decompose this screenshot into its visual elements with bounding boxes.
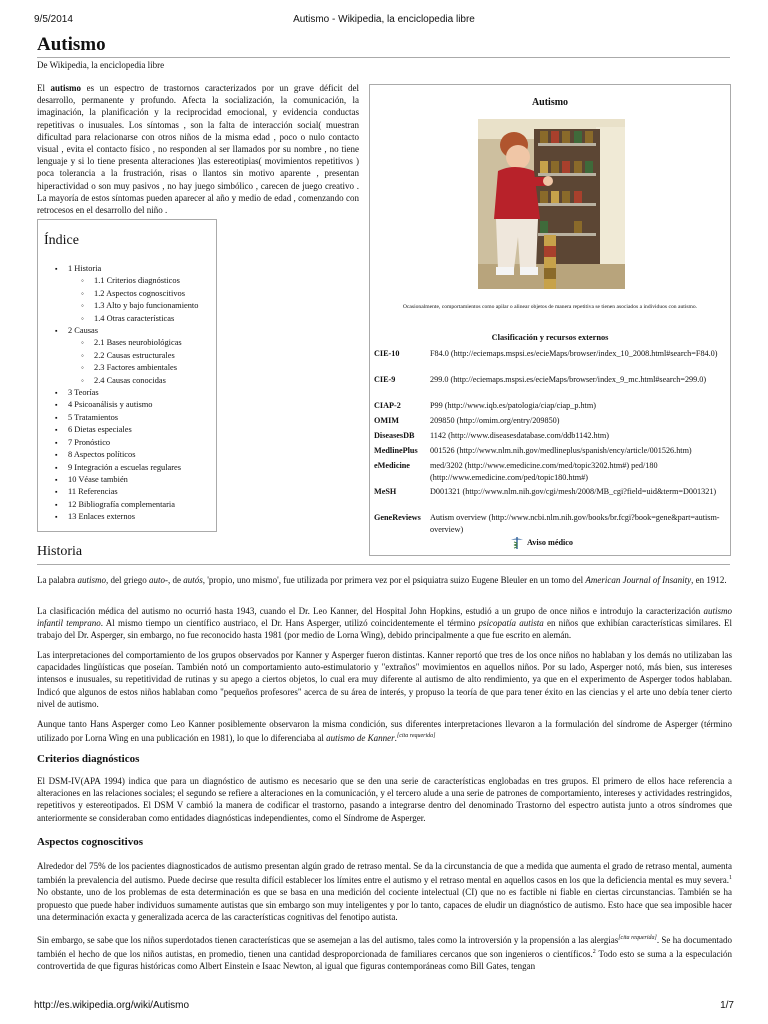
aspectos-paragraph-1: Alrededor del 75% de los pacientes diagnosticados de autismo presentan algún grado de retraso mental. Se da la circunstancia de que a medida que aumenta el grado de retraso mental, aumenta también la prevalencia del autismo. Puede decirse que resulta difícil establecer los límites entre el autismo y el retraso mental en aquellos casos en los que la deficiencia mental es muy severa.$^1$ No obstante, uno de los problemas de esta determinación es que se basa en una medición del cociente intelectual (CI) que no es factible ni fiable en ciertas circunstancias. También se ha propuesto que puede haber individuos sumamente autistas que sin embargo son muy inteligentes y por lo tanto, capaces de eludir un diagnóstico de autismo. Esto hace que sea imposible hacer una determinación exacta y generalizada acerca de las características cognitivas del fenotipo autista. — [37, 861, 732, 922]
toc-item[interactable]: ◦ 2.1 Bases neurobiológicas — [68, 337, 198, 349]
toc-list — [68, 263, 198, 524]
infobox-section-title: Clasificación y recursos externos — [491, 333, 609, 342]
toc-item[interactable]: ▪ 6 Dietas especiales — [68, 424, 198, 436]
autismo-bold: autismo — [50, 83, 82, 93]
toc-item[interactable]: ▪ 9 Integración a escuelas regulares — [68, 462, 198, 474]
print-date: 9/5/2014 — [34, 14, 73, 25]
title-divider — [37, 57, 730, 58]
toc-item[interactable]: ◦ 2.4 Causas conocidas — [68, 375, 198, 387]
page-number: 1/7 — [720, 1000, 734, 1011]
infobox-caption: Ocasionalmente, comportamientos como apilar o alinear objetos de manera repetitiva se tienen asociados a individuos con autismo. — [402, 304, 698, 310]
toc-item[interactable]: ▪ 8 Aspectos políticos — [68, 449, 198, 461]
print-title: Autismo - Wikipedia, la enciclopedia libre — [293, 14, 475, 25]
infobox-row-omim: OMIM 209850 (http://omim.org/entry/209850) — [374, 416, 560, 425]
heading-aspectos-cognoscitivos: Aspectos cognoscitivos — [37, 836, 144, 848]
historia-paragraph-3: Las interpretaciones del comportamiento de los grupos observados por Kanner y Asperger fueron distintas. Kanner reportó que tres de los once niños no hablaban y los demás no utilizaban las capacidades lingüísticas que poseían. También notó un comportamiento auto-estimulatorio y "extraños" movimientos en aquellos niños. Por su lado, Asperger notó, más bien, sus intereses intensos e inusuales, su repetitividad de rutinas y su apego a ciertos objetos, lo cual era muy diferente al autismo de alto rendimiento, ya que en el experimento de Asperger todos hablaban. Indicó que algunos de estos niños hablaban como "pequeños profesores" acerca de su área de interés, y propuso la teoría de que para tener éxito en las ciencias y el arte uno debía tener cierto nivel de autismo. — [37, 650, 732, 709]
infobox-row-ciap2: CIAP-2 P99 (http://www.iqb.es/patologia/ciap/ciap_p.htm) — [374, 401, 596, 410]
reference-2[interactable]: 2 — [592, 949, 596, 956]
infobox-row-medlineplus: MedlinePlus 001526 (http://www.nlm.nih.gov/medlineplus/spanish/ency/article/001526.htm) — [374, 446, 692, 455]
page-title: Autismo — [37, 34, 106, 55]
toc-item[interactable]: ◦ 1.3 Alto y bajo funcionamiento — [68, 300, 198, 312]
toc-item[interactable]: ◦ 1.2 Aspectos cognoscitivos — [68, 288, 198, 300]
infobox-row-emedicine: eMedicine med/3202 (http://www.emedicine.com/med/topic3202.htm#) ped/180 (http://www.emedicine.com/ped/topic180.htm#) — [374, 461, 658, 482]
infobox-title: Autismo — [531, 97, 569, 108]
toc-title: Índice — [44, 233, 79, 248]
toc-item[interactable]: ▪ 10 Véase también — [68, 474, 198, 486]
print-footer — [28, 1000, 740, 1014]
citation-needed[interactable]: [cita requerida] — [396, 733, 436, 740]
toc-item[interactable]: ◦ 2.2 Causas estructurales — [68, 350, 198, 362]
toc-item[interactable]: ▪ 3 Teorías — [68, 387, 198, 399]
heading-divider — [37, 564, 730, 565]
reference-1[interactable]: 1 — [729, 875, 732, 882]
toc-item[interactable]: ◦ 1.4 Otras características — [68, 313, 198, 325]
toc-item[interactable]: ▪ 13 Enlaces externos — [68, 511, 198, 523]
toc-item[interactable]: ▪ 7 Pronóstico — [68, 437, 198, 449]
intro-paragraph: El autismo es un espectro de trastornos caracterizados por un grave déficit del desarrollo, permanente y profundo. Afecta la socialización, la comunicación, la imaginación, la planificación y la reciprocidad emocional, y evidencia conductas repetitivas o inusuales. Los síntomas , son la falta de interacción social( muestran dificultad para relacionarse con otros niños de la misma edad , poco o nulo contacto visual , evita el contacto físico , no responden al ser llamados por su nombre , no tiene lenguaje y si lo tiene presenta alteraciones )las estereotipias( movimientos repetitivos ) poca tolerancia a la frustración, risas o llantos sin motivo aparente , presentan hiperactividad o son muy pasivos , no hay juego simbólico , carecen de juego creativo . La mayoría de estos síntomas pueden aparecer al año y medio de edad , comenzando con retrocesos en el desarrollo del niño . — [37, 83, 359, 216]
criterios-paragraph: El DSM-IV(APA 1994) indica que para un diagnóstico de autismo es necesario que se den una serie de características englobadas en tres grupos. El primero de ellos hace referencia a alteraciones en las relaciones sociales; el segundo se refiere a alteraciones en la comunicación, y el tercero alude a una serie de patrones de comportamiento, intereses y actividades restringidos, repetitivos y estereotipados. El DSM V cambió la manera de codificar el trastorno, pasando a integrarse dentro del denominado Trastorno del espectro autista junto a otros síndromes que anteriormente se consideraban como entidades diagnósticas independientes, como el Síndrome de Asperger. — [37, 776, 732, 823]
toc-item[interactable]: ▪ 12 Bibliografía complementaria — [68, 499, 198, 511]
toc-item[interactable]: ◦ 2.3 Factores ambientales — [68, 362, 198, 374]
citation-needed[interactable]: [cita requerida] — [618, 935, 657, 941]
historia-paragraph-1: La palabra autismo, del griego auto-, de autós, 'propio, uno mismo', fue utilizada por primera vez por el psiquiatra suizo Eugene Bleuler en un tomo del American Journal of Insanity, en 1912. — [37, 575, 727, 585]
infobox-row-mesh: MeSH D001321 (http://www.nlm.nih.gov/cgi/mesh/2008/MB_cgi?field=uid&term=D001321) — [374, 487, 717, 496]
table-of-contents — [37, 219, 217, 532]
caduceus-icon — [510, 536, 524, 550]
heading-criterios-diagnosticos: Criterios diagnósticos — [37, 753, 140, 765]
medical-disclaimer-link[interactable]: Aviso médico — [510, 536, 573, 550]
toc-item[interactable]: ▪ 1 Historia — [68, 263, 198, 275]
infobox — [369, 84, 731, 556]
historia-paragraph-2: La clasificación médica del autismo no ocurrió hasta 1943, cuando el Dr. Leo Kanner, del Hospital John Hopkins, estudió a un grupo de once niños e introdujo la caracterización autismo infantil temprano. Al mismo tiempo un científico austriaco, el Dr. Hans Asperger, utilizó coincidentemente el término psicopatía autista en niños que exhibían características similares. El trabajo del Dr. Asperger, sin embargo, no fue reconocido hasta 1981 (por medio de Lorna Wing), debido principalmente a que fue escrito en alemán. — [37, 606, 732, 641]
toc-item[interactable]: ◦ 1.1 Criterios diagnósticos — [68, 275, 198, 287]
page-url: http://es.wikipedia.org/wiki/Autismo — [34, 1000, 190, 1011]
toc-item[interactable]: ▪ 2 Causas — [68, 325, 198, 337]
child-stacking-cans-photo — [478, 119, 625, 289]
historia-paragraph-4: Aunque tanto Hans Asperger como Leo Kanner posiblemente observaron la misma condición, sus diferentes interpretaciones llevaron a la formulación del síndrome de Asperger (término utilizado por Lorna Wing en una publicación en 1981), lo que lo diferenciaba al autismo de Kanner.[cita requerida] — [37, 719, 732, 744]
toc-item[interactable]: ▪ 4 Psicoanálisis y autismo — [68, 399, 198, 411]
page-subtitle: De Wikipedia, la enciclopedia libre — [37, 60, 165, 70]
infobox-row-genereviews: GeneReviews Autism overview (http://www.ncbi.nlm.nih.gov/books/br.fcgi?book=gene&part=autism-overview) — [374, 513, 720, 534]
infobox-row-cie9: CIE-9 299.0 (http://eciemaps.mspsi.es/ecieMaps/browser/index_9_mc.html#search=299.0) — [374, 375, 707, 384]
heading-historia: Historia — [37, 544, 83, 559]
print-header — [28, 14, 740, 28]
toc-item[interactable]: ▪ 11 Referencias — [68, 486, 198, 498]
infobox-row-cie10: CIE-10 F84.0 (http://eciemaps.mspsi.es/ecieMaps/browser/index_10_2008.html#search=F84.0) — [374, 349, 718, 358]
toc-item[interactable]: ▪ 5 Tratamientos — [68, 412, 198, 424]
infobox-row-diseasesdb: DiseasesDB 1142 (http://www.diseasesdatabase.com/ddb1142.htm) — [374, 431, 609, 440]
aspectos-paragraph-2: Sin embargo, se sabe que los niños superdotados tienen características que se asemejan a las del autismo, tales como la introversión y la propensión a las alergias[cita requerida]. Se ha documentado también el hecho de que los niños autistas, en promedio, tienen una cantidad desproporcionada de familiares cercanos que son ingenieros o científicos.$^2$ Todo esto se suma a la especulación controvertida de que figuras históricas como Albert Einstein e Isaac Newton, al igual que figuras contemporáneas como Bill Gates, tengan — [37, 935, 732, 972]
